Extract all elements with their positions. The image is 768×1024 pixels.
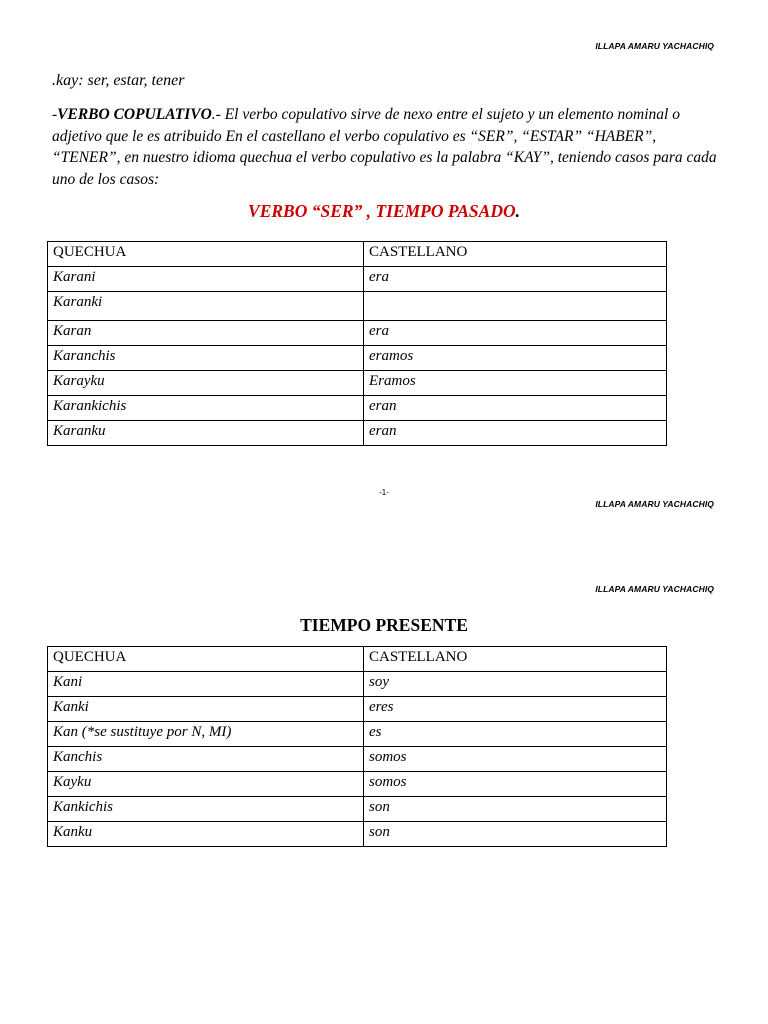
quechua-cell: Kanki <box>48 697 364 722</box>
castellano-cell: eres <box>364 697 667 722</box>
castellano-cell: eramos <box>364 346 667 371</box>
table-row <box>48 346 667 371</box>
past-tense-title-period: . <box>515 201 520 221</box>
castellano-cell: era <box>364 321 667 346</box>
quechua-cell: Kani <box>48 672 364 697</box>
quechua-cell: Karani <box>48 267 364 292</box>
table-row <box>48 672 667 697</box>
column-header-quechua: QUECHUA <box>48 647 364 672</box>
quechua-cell: Karanchis <box>48 346 364 371</box>
table-row <box>48 267 667 292</box>
castellano-cell: somos <box>364 747 667 772</box>
castellano-cell: soy <box>364 672 667 697</box>
table-row <box>48 421 667 446</box>
table-row <box>48 396 667 421</box>
quechua-cell: Kanchis <box>48 747 364 772</box>
castellano-cell <box>364 292 667 321</box>
quechua-cell: Kanku <box>48 822 364 847</box>
quechua-cell: Karanki <box>48 292 364 321</box>
table-header-row <box>48 647 667 672</box>
past-tense-table <box>47 241 667 446</box>
table-row <box>48 371 667 396</box>
page-number: -1- <box>379 488 389 497</box>
quechua-cell: Karanku <box>48 421 364 446</box>
paragraph-text: .- El verbo copulativo sirve de nexo entre el sujeto y un elemento nominal o adjetivo que le es atribuido En el castellano el verbo copulativo es “SER”, “ESTAR” “HABER”, “TENER”, en nuestro idioma quechua el verbo copulativo es la palabra “KAY”, teniendo casos para cada uno de los casos: <box>52 106 717 188</box>
column-header-castellano: CASTELLANO <box>364 647 667 672</box>
page-header-author: ILLAPA AMARU YACHACHIQ <box>595 41 714 51</box>
past-tense-title <box>0 201 768 222</box>
table-row <box>48 697 667 722</box>
quechua-cell: Karayku <box>48 371 364 396</box>
quechua-cell: Kankichis <box>48 797 364 822</box>
castellano-cell: son <box>364 797 667 822</box>
quechua-cell: Karan <box>48 321 364 346</box>
table-row <box>48 292 667 321</box>
copulative-verb-paragraph <box>52 104 722 190</box>
castellano-cell: somos <box>364 772 667 797</box>
page-header-author: ILLAPA AMARU YACHACHIQ <box>595 584 714 594</box>
castellano-cell: eran <box>364 421 667 446</box>
table-header-row <box>48 242 667 267</box>
table-row <box>48 722 667 747</box>
castellano-cell: es <box>364 722 667 747</box>
present-tense-title: TIEMPO PRESENTE <box>300 615 468 635</box>
table-row <box>48 321 667 346</box>
table-row <box>48 747 667 772</box>
column-header-castellano: CASTELLANO <box>364 242 667 267</box>
page-footer-author: ILLAPA AMARU YACHACHIQ <box>595 499 714 509</box>
quechua-cell: Kayku <box>48 772 364 797</box>
table-row <box>48 797 667 822</box>
past-tense-title-text: VERBO “SER” , TIEMPO PASADO <box>248 201 516 221</box>
castellano-cell: era <box>364 267 667 292</box>
paragraph-term: VERBO COPULATIVO <box>57 106 212 123</box>
paragraph-lead: - <box>52 106 58 123</box>
castellano-cell: eran <box>364 396 667 421</box>
table-row <box>48 822 667 847</box>
quechua-cell: Karankichis <box>48 396 364 421</box>
table-row <box>48 772 667 797</box>
intro-line: .kay: ser, estar, tener <box>52 72 185 89</box>
present-tense-table <box>47 646 667 847</box>
column-header-quechua: QUECHUA <box>48 242 364 267</box>
quechua-cell: Kan (*se sustituye por N, MI) <box>48 722 364 747</box>
castellano-cell: Eramos <box>364 371 667 396</box>
castellano-cell: son <box>364 822 667 847</box>
